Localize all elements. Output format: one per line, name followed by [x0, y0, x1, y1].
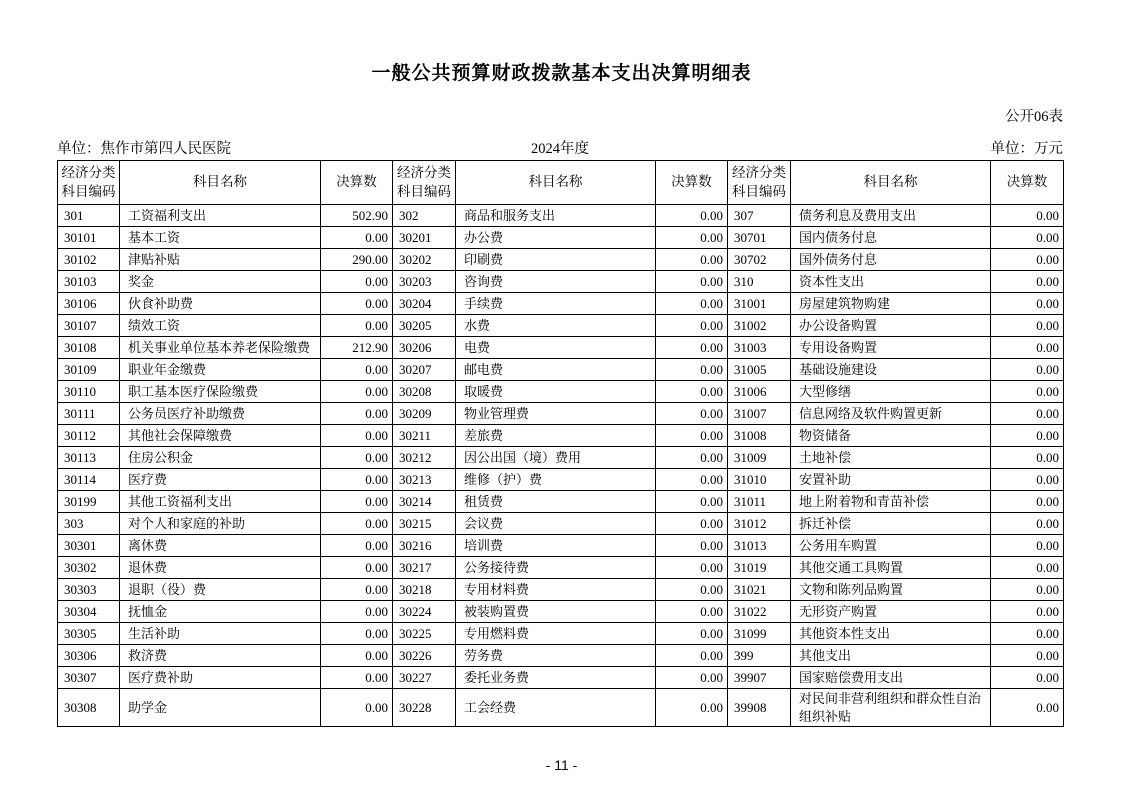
subject-code-cell: 30112 — [58, 425, 120, 447]
amount-cell: 0.00 — [656, 271, 728, 293]
subject-code-cell: 31012 — [728, 513, 791, 535]
header-code-2 — [393, 161, 456, 205]
subject-name-cell: 办公费 — [456, 227, 656, 249]
amount-cell: 0.00 — [656, 601, 728, 623]
subject-name-cell: 拆迁补偿 — [791, 513, 991, 535]
subject-name-cell: 退职（役）费 — [120, 579, 321, 601]
subject-code-cell: 30101 — [58, 227, 120, 249]
subject-name-cell: 邮电费 — [456, 359, 656, 381]
subject-code-cell: 307 — [728, 205, 791, 227]
amount-cell: 0.00 — [656, 557, 728, 579]
subject-name-cell: 地上附着物和青苗补偿 — [791, 491, 991, 513]
amount-cell: 0.00 — [321, 227, 393, 249]
subject-name-cell: 公务员医疗补助缴费 — [120, 403, 321, 425]
subject-code-cell: 31022 — [728, 601, 791, 623]
subject-name-cell: 无形资产购置 — [791, 601, 991, 623]
table-row — [58, 205, 1064, 227]
subject-name-cell: 基础设施建设 — [791, 359, 991, 381]
subject-code-cell: 39908 — [728, 689, 791, 727]
subject-code-cell: 30302 — [58, 557, 120, 579]
amount-cell: 0.00 — [656, 425, 728, 447]
table-row — [58, 623, 1064, 645]
amount-cell: 0.00 — [656, 227, 728, 249]
form-number-label: 公开06表 — [1005, 109, 1063, 125]
subject-code-cell: 302 — [393, 205, 456, 227]
table-row — [58, 557, 1064, 579]
amount-cell: 0.00 — [321, 469, 393, 491]
subject-code-cell: 31003 — [728, 337, 791, 359]
amount-cell: 290.00 — [321, 249, 393, 271]
amount-cell: 0.00 — [656, 359, 728, 381]
subject-code-cell: 30217 — [393, 557, 456, 579]
table-row — [58, 645, 1064, 667]
subject-name-cell: 国家赔偿费用支出 — [791, 667, 991, 689]
amount-cell: 0.00 — [991, 491, 1064, 513]
subject-code-cell: 303 — [58, 513, 120, 535]
subject-code-cell: 30301 — [58, 535, 120, 557]
amount-cell: 0.00 — [656, 205, 728, 227]
subject-code-cell: 31099 — [728, 623, 791, 645]
subject-name-cell: 物资储备 — [791, 425, 991, 447]
subject-code-cell: 30212 — [393, 447, 456, 469]
subject-name-cell: 大型修缮 — [791, 381, 991, 403]
subject-code-cell: 30224 — [393, 601, 456, 623]
subject-code-cell: 30203 — [393, 271, 456, 293]
subject-code-cell: 30107 — [58, 315, 120, 337]
table-row — [58, 227, 1064, 249]
table-row — [58, 491, 1064, 513]
amount-cell: 0.00 — [656, 645, 728, 667]
amount-cell: 0.00 — [991, 293, 1064, 315]
amount-cell: 0.00 — [991, 403, 1064, 425]
subject-name-cell: 其他交通工具购置 — [791, 557, 991, 579]
table-row — [58, 271, 1064, 293]
table-row — [58, 315, 1064, 337]
subject-name-cell: 专用设备购置 — [791, 337, 991, 359]
table-row — [58, 667, 1064, 689]
subject-name-cell: 因公出国（境）费用 — [456, 447, 656, 469]
header-name-2: 科目名称 — [456, 161, 656, 205]
subject-name-cell: 信息网络及软件购置更新 — [791, 403, 991, 425]
subject-name-cell: 差旅费 — [456, 425, 656, 447]
subject-code-cell: 30205 — [393, 315, 456, 337]
amount-cell: 0.00 — [321, 645, 393, 667]
subject-name-cell: 被装购置费 — [456, 601, 656, 623]
subject-name-cell: 对民间非营利组织和群众性自治组织补贴 — [791, 689, 991, 727]
amount-cell: 0.00 — [656, 469, 728, 491]
subject-code-cell: 30199 — [58, 491, 120, 513]
amount-cell: 0.00 — [321, 447, 393, 469]
amount-cell: 0.00 — [321, 359, 393, 381]
table-row — [58, 579, 1064, 601]
subject-name-cell: 培训费 — [456, 535, 656, 557]
subject-name-cell: 债务利息及费用支出 — [791, 205, 991, 227]
subject-code-cell: 30204 — [393, 293, 456, 315]
amount-cell: 0.00 — [991, 425, 1064, 447]
amount-cell: 0.00 — [321, 557, 393, 579]
subject-code-cell: 31009 — [728, 447, 791, 469]
subject-name-cell: 咨询费 — [456, 271, 656, 293]
amount-cell: 0.00 — [656, 535, 728, 557]
subject-name-cell: 土地补偿 — [791, 447, 991, 469]
subject-code-cell: 30303 — [58, 579, 120, 601]
subject-name-cell: 水费 — [456, 315, 656, 337]
subject-name-cell: 机关事业单位基本养老保险缴费 — [120, 337, 321, 359]
subject-code-cell: 30216 — [393, 535, 456, 557]
header-name-3: 科目名称 — [791, 161, 991, 205]
table-row — [58, 601, 1064, 623]
subject-name-cell: 资本性支出 — [791, 271, 991, 293]
amount-cell: 0.00 — [991, 315, 1064, 337]
subject-name-cell: 基本工资 — [120, 227, 321, 249]
subject-code-cell: 30206 — [393, 337, 456, 359]
subject-code-cell: 30106 — [58, 293, 120, 315]
subject-name-cell: 房屋建筑物购建 — [791, 293, 991, 315]
amount-cell: 0.00 — [321, 535, 393, 557]
subject-name-cell: 职工基本医疗保险缴费 — [120, 381, 321, 403]
table-row — [58, 249, 1064, 271]
subject-name-cell: 抚恤金 — [120, 601, 321, 623]
subject-name-cell: 津贴补贴 — [120, 249, 321, 271]
header-code-3 — [728, 161, 791, 205]
amount-cell: 0.00 — [991, 557, 1064, 579]
subject-name-cell: 对个人和家庭的补助 — [120, 513, 321, 535]
amount-cell: 0.00 — [991, 227, 1064, 249]
subject-name-cell: 专用燃料费 — [456, 623, 656, 645]
subject-name-cell: 其他社会保障缴费 — [120, 425, 321, 447]
amount-cell: 0.00 — [991, 667, 1064, 689]
amount-cell: 0.00 — [991, 249, 1064, 271]
amount-cell: 0.00 — [991, 623, 1064, 645]
subject-code-cell: 31011 — [728, 491, 791, 513]
amount-cell: 0.00 — [991, 337, 1064, 359]
subject-code-cell: 30211 — [393, 425, 456, 447]
subject-code-cell: 30227 — [393, 667, 456, 689]
subject-name-cell: 医疗费补助 — [120, 667, 321, 689]
subject-name-cell: 工会经费 — [456, 689, 656, 727]
subject-code-cell: 31019 — [728, 557, 791, 579]
amount-cell: 0.00 — [991, 535, 1064, 557]
amount-cell: 0.00 — [321, 667, 393, 689]
amount-cell: 0.00 — [321, 425, 393, 447]
subject-code-cell: 30202 — [393, 249, 456, 271]
table-row — [58, 403, 1064, 425]
subject-name-cell: 手续费 — [456, 293, 656, 315]
header-value-3: 决算数 — [991, 161, 1064, 205]
amount-cell: 0.00 — [656, 667, 728, 689]
subject-name-cell: 医疗费 — [120, 469, 321, 491]
subject-name-cell: 办公设备购置 — [791, 315, 991, 337]
subject-code-cell: 30109 — [58, 359, 120, 381]
subject-name-cell: 商品和服务支出 — [456, 205, 656, 227]
currency-unit-label: 单位：万元 — [990, 141, 1063, 157]
subject-code-cell: 30305 — [58, 623, 120, 645]
subject-code-cell: 30306 — [58, 645, 120, 667]
subject-code-cell: 30208 — [393, 381, 456, 403]
subject-name-cell: 国内债务付息 — [791, 227, 991, 249]
subject-code-cell: 30103 — [58, 271, 120, 293]
amount-cell: 0.00 — [656, 293, 728, 315]
subject-name-cell: 维修（护）费 — [456, 469, 656, 491]
header-code-line1: 经济分类 — [397, 165, 451, 181]
header-name-1: 科目名称 — [120, 161, 321, 205]
amount-cell: 0.00 — [656, 579, 728, 601]
subject-name-cell: 伙食补助费 — [120, 293, 321, 315]
subject-code-cell: 31008 — [728, 425, 791, 447]
expenditure-table-body — [58, 205, 1064, 727]
subject-code-cell: 30228 — [393, 689, 456, 727]
subject-code-cell: 30701 — [728, 227, 791, 249]
header-value-1: 决算数 — [321, 161, 393, 205]
amount-cell: 0.00 — [321, 315, 393, 337]
expenditure-table — [57, 160, 1064, 727]
subject-name-cell: 助学金 — [120, 689, 321, 727]
subject-code-cell: 30102 — [58, 249, 120, 271]
subject-name-cell: 工资福利支出 — [120, 205, 321, 227]
subject-code-cell: 30218 — [393, 579, 456, 601]
subject-name-cell: 物业管理费 — [456, 403, 656, 425]
table-row — [58, 381, 1064, 403]
subject-name-cell: 印刷费 — [456, 249, 656, 271]
subject-name-cell: 离休费 — [120, 535, 321, 557]
page-number: - 11 - — [545, 757, 578, 773]
subject-code-cell: 31005 — [728, 359, 791, 381]
header-code-line1: 经济分类 — [732, 165, 786, 181]
table-row — [58, 447, 1064, 469]
amount-cell: 0.00 — [991, 205, 1064, 227]
fiscal-year-label: 2024年度 — [531, 141, 589, 157]
table-row — [58, 359, 1064, 381]
subject-code-cell: 30308 — [58, 689, 120, 727]
subject-name-cell: 安置补助 — [791, 469, 991, 491]
subject-name-cell: 其他工资福利支出 — [120, 491, 321, 513]
amount-cell: 0.00 — [321, 623, 393, 645]
amount-cell: 0.00 — [656, 491, 728, 513]
document-title: 一般公共预算财政拨款基本支出决算明细表 — [371, 63, 752, 84]
subject-code-cell: 30215 — [393, 513, 456, 535]
amount-cell: 0.00 — [656, 689, 728, 727]
amount-cell: 0.00 — [991, 689, 1064, 727]
header-code-line1: 经济分类 — [61, 165, 116, 181]
amount-cell: 0.00 — [321, 293, 393, 315]
amount-cell: 502.90 — [321, 205, 393, 227]
table-row — [58, 513, 1064, 535]
subject-code-cell: 31010 — [728, 469, 791, 491]
subject-code-cell: 310 — [728, 271, 791, 293]
subject-code-cell: 30209 — [393, 403, 456, 425]
subject-code-cell: 30201 — [393, 227, 456, 249]
subject-code-cell: 31013 — [728, 535, 791, 557]
amount-cell: 0.00 — [321, 689, 393, 727]
amount-cell: 212.90 — [321, 337, 393, 359]
subject-code-cell: 30111 — [58, 403, 120, 425]
table-row — [58, 425, 1064, 447]
subject-name-cell: 劳务费 — [456, 645, 656, 667]
subject-name-cell: 职业年金缴费 — [120, 359, 321, 381]
amount-cell: 0.00 — [656, 315, 728, 337]
subject-name-cell: 住房公积金 — [120, 447, 321, 469]
subject-name-cell: 绩效工资 — [120, 315, 321, 337]
amount-cell: 0.00 — [321, 579, 393, 601]
header-code-line2: 科目编码 — [732, 183, 786, 199]
amount-cell: 0.00 — [321, 381, 393, 403]
subject-code-cell: 39907 — [728, 667, 791, 689]
subject-code-cell: 31006 — [728, 381, 791, 403]
amount-cell: 0.00 — [656, 513, 728, 535]
amount-cell: 0.00 — [991, 579, 1064, 601]
header-code-1 — [58, 161, 120, 205]
subject-code-cell: 30113 — [58, 447, 120, 469]
amount-cell: 0.00 — [656, 447, 728, 469]
subject-name-cell: 其他支出 — [791, 645, 991, 667]
subject-name-cell: 国外债务付息 — [791, 249, 991, 271]
amount-cell: 0.00 — [991, 271, 1064, 293]
unit-name-label: 单位：焦作市第四人民医院 — [57, 141, 231, 157]
subject-code-cell: 31021 — [728, 579, 791, 601]
amount-cell: 0.00 — [991, 469, 1064, 491]
subject-code-cell: 30307 — [58, 667, 120, 689]
subject-name-cell: 租赁费 — [456, 491, 656, 513]
subject-code-cell: 30207 — [393, 359, 456, 381]
amount-cell: 0.00 — [991, 513, 1064, 535]
subject-name-cell: 救济费 — [120, 645, 321, 667]
amount-cell: 0.00 — [656, 623, 728, 645]
subject-code-cell: 399 — [728, 645, 791, 667]
subject-code-cell: 31007 — [728, 403, 791, 425]
table-meta-row — [57, 137, 1063, 157]
subject-name-cell: 会议费 — [456, 513, 656, 535]
subject-name-cell: 专用材料费 — [456, 579, 656, 601]
table-row — [58, 535, 1064, 557]
header-code-line2: 科目编码 — [61, 183, 116, 199]
amount-cell: 0.00 — [321, 491, 393, 513]
amount-cell: 0.00 — [321, 513, 393, 535]
subject-name-cell: 公务用车购置 — [791, 535, 991, 557]
amount-cell: 0.00 — [991, 447, 1064, 469]
amount-cell: 0.00 — [656, 249, 728, 271]
subject-code-cell: 30702 — [728, 249, 791, 271]
amount-cell: 0.00 — [321, 601, 393, 623]
subject-name-cell: 电费 — [456, 337, 656, 359]
table-row — [58, 293, 1064, 315]
header-value-2: 决算数 — [656, 161, 728, 205]
amount-cell: 0.00 — [656, 403, 728, 425]
subject-code-cell: 30214 — [393, 491, 456, 513]
subject-code-cell: 31001 — [728, 293, 791, 315]
subject-code-cell: 30226 — [393, 645, 456, 667]
amount-cell: 0.00 — [321, 271, 393, 293]
subject-code-cell: 30304 — [58, 601, 120, 623]
amount-cell: 0.00 — [991, 359, 1064, 381]
amount-cell: 0.00 — [656, 381, 728, 403]
subject-name-cell: 生活补助 — [120, 623, 321, 645]
subject-code-cell: 30114 — [58, 469, 120, 491]
subject-code-cell: 30213 — [393, 469, 456, 491]
subject-code-cell: 30108 — [58, 337, 120, 359]
header-code-line2: 科目编码 — [397, 183, 451, 199]
subject-code-cell: 31002 — [728, 315, 791, 337]
subject-code-cell: 301 — [58, 205, 120, 227]
table-row — [58, 337, 1064, 359]
subject-name-cell: 文物和陈列品购置 — [791, 579, 991, 601]
amount-cell: 0.00 — [656, 337, 728, 359]
subject-name-cell: 委托业务费 — [456, 667, 656, 689]
amount-cell: 0.00 — [991, 645, 1064, 667]
table-row — [58, 689, 1064, 727]
table-row — [58, 469, 1064, 491]
subject-name-cell: 公务接待费 — [456, 557, 656, 579]
subject-name-cell: 取暖费 — [456, 381, 656, 403]
amount-cell: 0.00 — [991, 381, 1064, 403]
subject-name-cell: 其他资本性支出 — [791, 623, 991, 645]
subject-name-cell: 奖金 — [120, 271, 321, 293]
amount-cell: 0.00 — [321, 403, 393, 425]
subject-name-cell: 退休费 — [120, 557, 321, 579]
subject-code-cell: 30225 — [393, 623, 456, 645]
amount-cell: 0.00 — [991, 601, 1064, 623]
table-header-row — [58, 161, 1064, 205]
subject-code-cell: 30110 — [58, 381, 120, 403]
